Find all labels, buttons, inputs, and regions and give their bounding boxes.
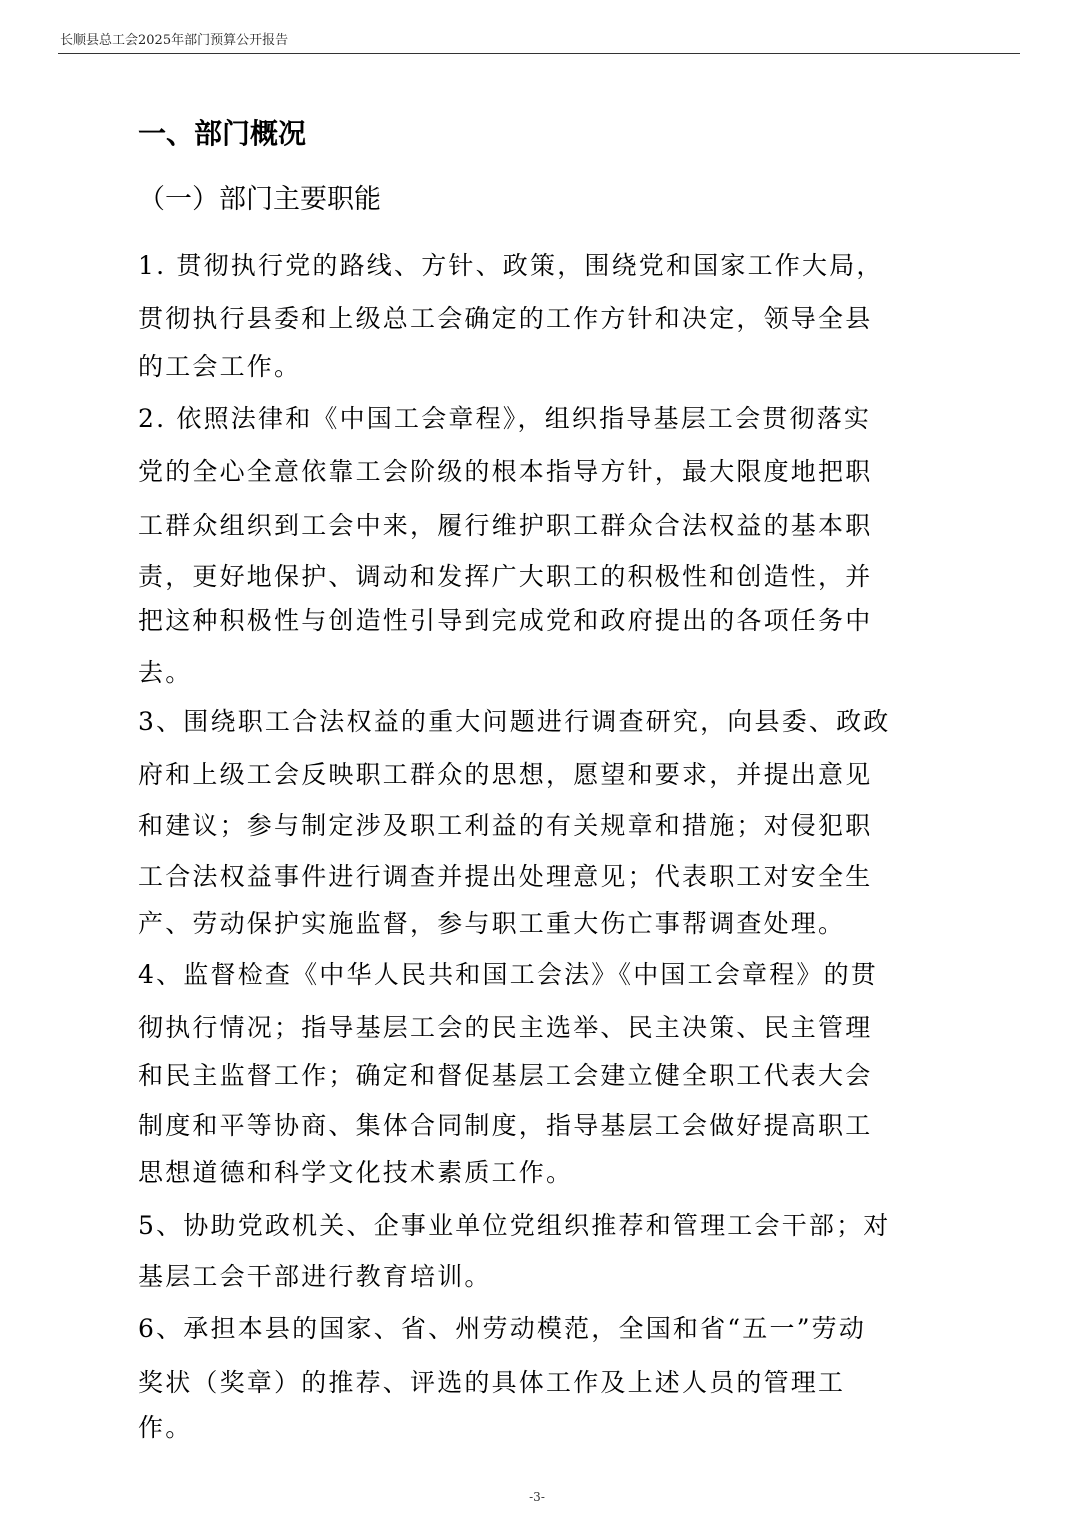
text-line: 府和上级工会反映职工群众的思想，愿望和要求，并提出意见 [138, 760, 873, 789]
text-line: 彻执行情况；指导基层工会的民主选举、民主决策、民主管理 [138, 1013, 873, 1042]
text-line: 去。 [138, 658, 193, 687]
text-line: 1. 贯彻执行党的路线、方针、政策，围绕党和国家工作大局， [138, 251, 884, 280]
text-line: 6、承担本县的国家、省、州劳动模范，全国和省“五一”劳动 [138, 1314, 867, 1343]
text-line: 2. 依照法律和《中国工会章程》，组织指导基层工会贯彻落实 [138, 404, 872, 433]
text-line: 的工会工作。 [138, 352, 302, 381]
text-line: 责，更好地保护、调动和发挥广大职工的积极性和创造性，并 [138, 562, 873, 591]
section-subtitle: （一）部门主要职能 [138, 184, 381, 215]
text-line: 作。 [138, 1413, 193, 1442]
text-line: 5、协助党政机关、企事业单位党组织推荐和管理工会干部；对 [138, 1211, 891, 1240]
text-line: 思想道德和科学文化技术素质工作。 [138, 1158, 574, 1187]
text-line: 贯彻执行县委和上级总工会确定的工作方针和决定，领导全县 [138, 304, 873, 333]
text-line: 奖状（奖章）的推荐、评选的具体工作及上述人员的管理工 [138, 1368, 846, 1397]
text-line: 工群众组织到工会中来，履行维护职工群众合法权益的基本职 [138, 511, 873, 540]
text-line: 把这种积极性与创造性引导到完成党和政府提出的各项任务中 [138, 606, 873, 635]
text-line: 3、围绕职工合法权益的重大问题进行调查研究，向县委、政政 [138, 707, 891, 736]
text-line: 基层工会干部进行教育培训。 [138, 1262, 492, 1291]
header-divider [58, 53, 1020, 54]
section-title: 一、部门概况 [138, 117, 307, 150]
text-line: 产、劳动保护实施监督，参与职工重大伤亡事帮调查处理。 [138, 909, 846, 938]
page-number: -3- [529, 1490, 545, 1504]
text-line: 和建议；参与制定涉及职工利益的有关规章和措施；对侵犯职 [138, 811, 873, 840]
text-line: 4、监督检查《中华人民共和国工会法》《中国工会章程》的贯 [138, 960, 879, 989]
text-line: 党的全心全意依靠工会阶级的根本指导方针，最大限度地把职 [138, 457, 873, 486]
text-line: 制度和平等协商、集体合同制度，指导基层工会做好提高职工 [138, 1111, 873, 1140]
text-line: 工合法权益事件进行调查并提出处理意见；代表职工对安全生 [138, 862, 873, 891]
text-line: 和民主监督工作；确定和督促基层工会建立健全职工代表大会 [138, 1061, 873, 1090]
page-header-title: 长顺县总工会2025年部门预算公开报告 [60, 33, 289, 48]
